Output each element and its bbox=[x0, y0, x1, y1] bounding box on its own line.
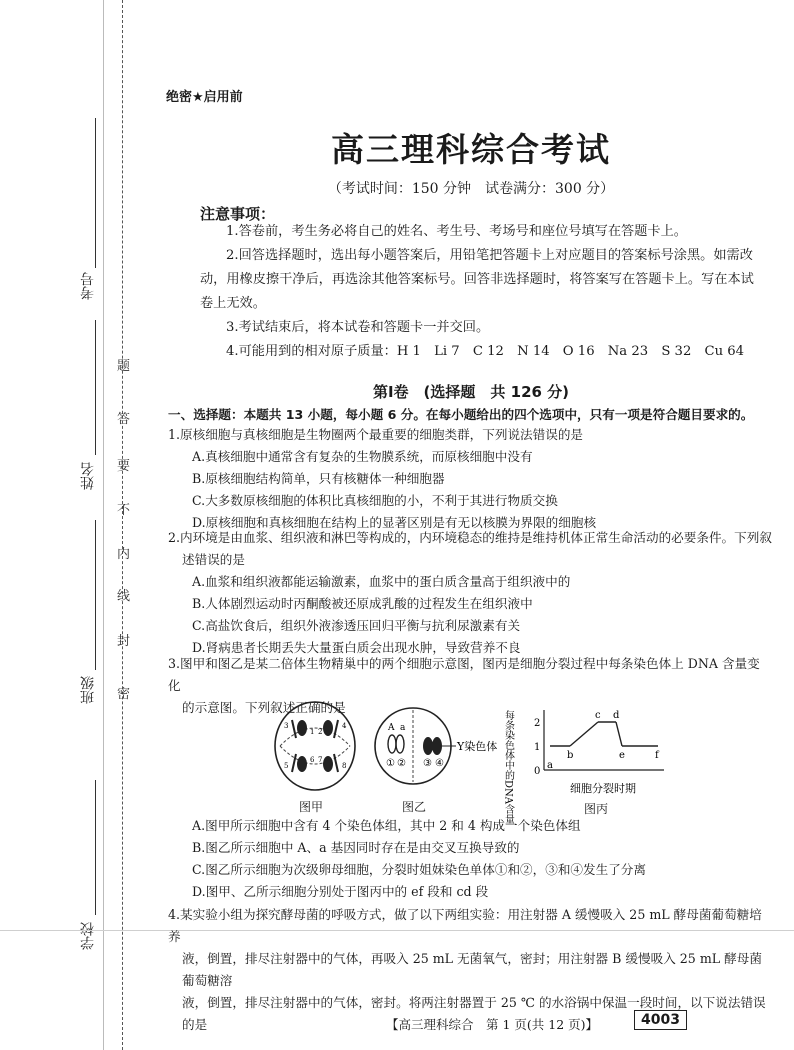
section-instruction: 一、选择题：本题共 13 小题，每小题 6 分。在每小题给出的四个选项中，只有一项是符合题目要求的。 bbox=[168, 407, 754, 422]
option-d: D.肾病患者长期丢失大量蛋白质会出现水肿，导致营养不良 bbox=[192, 640, 521, 655]
notice-item: 4.可能用到的相对原子质量：H 1 Li 7 C 12 N 14 O 16 Na 23 S 32 Cu 64 bbox=[226, 344, 745, 359]
y-tick-label: 2 bbox=[534, 718, 541, 729]
chromosome bbox=[297, 756, 307, 772]
question-stem-cont: 的示意图。下列叙述正确的是 bbox=[182, 700, 346, 715]
question-stem-cont: 述错误的是 bbox=[182, 552, 245, 567]
chromosome bbox=[323, 720, 333, 736]
question-stem: 2.内环境是由血浆、组织液和淋巴等构成的，内环境稳态的维持是维持机体正常生命活动的必要条件。下列叙 bbox=[168, 530, 772, 545]
y-chromosome-label: Y染色体 bbox=[457, 740, 498, 753]
y-axis-label: 每条染色体中的DNA含量 bbox=[502, 710, 514, 824]
school-field[interactable] bbox=[95, 780, 96, 915]
seal-char: 密 bbox=[117, 687, 131, 702]
seal-char: 要 bbox=[117, 459, 131, 474]
chromosome bbox=[334, 754, 338, 772]
option-b: B.图乙所示细胞中 A、a 基因同时存在是由交叉互换导致的 bbox=[192, 840, 520, 855]
chromosome-label: 4 bbox=[342, 722, 347, 730]
figure-bing-caption: 图丙 bbox=[584, 802, 609, 816]
spindle-lower bbox=[280, 746, 350, 764]
figure-jia bbox=[270, 698, 360, 798]
point-label: c bbox=[595, 710, 601, 721]
notice-item: 2.回答选择题时，选出每小题答案后，用铅笔把答题卡上对应题目的答案标号涂黑。如需改动，用橡皮擦干净后，再选涂其他答案标号。回答非选择题时，将答案写在答题卡上。写在本试卷上无效。 bbox=[200, 248, 754, 311]
chromosome-label: 8 bbox=[342, 762, 347, 770]
seal-char: 线 bbox=[117, 589, 131, 604]
figure-yi bbox=[368, 700, 508, 796]
page-footer: 【高三理科综合 第 1 页(共 12 页)】 bbox=[385, 1017, 598, 1032]
school-label: 学校 bbox=[80, 922, 96, 950]
binding-line bbox=[103, 0, 104, 1050]
seal-char: 答 bbox=[117, 412, 131, 427]
point-labels bbox=[547, 710, 660, 771]
point-label: a bbox=[547, 760, 553, 771]
chromatid bbox=[423, 737, 433, 755]
question-1 bbox=[168, 424, 772, 534]
class-label: 班级 bbox=[80, 676, 96, 704]
chromatid bbox=[396, 735, 404, 753]
chromatid-label-1: ① bbox=[386, 758, 395, 769]
notice-item: 1.答卷前，考生务必将自己的姓名、考生号、考场号和座位号填写在答题卡上。 bbox=[226, 224, 687, 239]
exam-number-field[interactable] bbox=[95, 118, 96, 268]
y-tick-label: 1 bbox=[534, 742, 541, 753]
chromosome-label: 3 bbox=[284, 722, 289, 730]
option-a: A.血浆和组织液都能运输激素，血浆中的蛋白质含量高于组织液中的 bbox=[192, 574, 571, 589]
spindle-upper bbox=[280, 728, 350, 746]
option-d: D.原核细胞和真核细胞在结构上的显著区别是有无以核膜为界限的细胞核 bbox=[192, 515, 597, 530]
chromatid-label-2: ② bbox=[397, 758, 406, 769]
name-field[interactable] bbox=[95, 320, 96, 455]
option-b: B.原核细胞结构简单，只有核糖体一种细胞器 bbox=[192, 471, 445, 486]
option-d: D.图甲、乙所示细胞分别处于图丙中的 ef 段和 cd 段 bbox=[192, 884, 489, 899]
question-stem: 4.某实验小组为探究酵母菌的呼吸方式，做了以下两组实验：用注射器 A 缓慢吸入 25 mL 酵母菌葡萄糖培养 bbox=[168, 907, 762, 944]
chromosome-label: 1 bbox=[310, 728, 315, 736]
question-3-options bbox=[168, 815, 772, 903]
chromosome-label: 7 bbox=[318, 756, 323, 764]
option-b: B.人体剧烈运动时丙酮酸被还原成乳酸的过程发生在组织液中 bbox=[192, 596, 533, 611]
option-a: A.图甲所示细胞中含有 4 个染色体组，其中 2 和 4 构成一个染色体组 bbox=[192, 818, 581, 833]
chromatid-label-3: ③ bbox=[423, 758, 432, 769]
class-field[interactable] bbox=[95, 520, 96, 670]
seal-char: 题 bbox=[117, 359, 131, 374]
seal-char: 不 bbox=[117, 503, 131, 518]
chromosome-label: 6 bbox=[310, 756, 315, 764]
x-axis-label: 细胞分裂时期 bbox=[570, 782, 636, 795]
cell-membrane bbox=[275, 702, 355, 790]
notice-item: 3.考试结束后，将本试卷和答题卡一并交回。 bbox=[226, 320, 490, 335]
question-2 bbox=[168, 527, 772, 659]
exam-subtitle: （考试时间：150 分钟 试卷满分：300 分） bbox=[327, 181, 615, 197]
question-stem: 1.原核细胞与真核细胞是生物圈两个最重要的细胞类群，下列说法错误的是 bbox=[168, 427, 584, 442]
chromatid-label-4: ④ bbox=[435, 758, 444, 769]
gene-label-a-upper: A bbox=[388, 723, 395, 733]
figure-jia-caption: 图甲 bbox=[299, 800, 324, 814]
chromatid bbox=[388, 735, 396, 753]
exam-number-label: 考号 bbox=[80, 272, 96, 300]
name-label: 姓名 bbox=[80, 462, 96, 490]
seal-dashed-line bbox=[122, 0, 123, 1050]
figure-yi-caption: 图乙 bbox=[402, 800, 427, 814]
y-tick-label: 0 bbox=[534, 766, 541, 777]
series-segment bbox=[616, 722, 622, 746]
option-c: C.图乙所示细胞为次级卵母细胞，分裂时姐妹染色单体①和②，③和④发生了分离 bbox=[192, 862, 646, 877]
option-a: A.真核细胞中通常含有复杂的生物膜系统，而原核细胞中没有 bbox=[192, 449, 533, 464]
question-stem-cont: 液，倒置，排尽注射器中的气体，再吸入 25 mL 无菌氧气，密封；用注射器 B 缓慢吸入 25 mL 酵母菌葡萄糖溶 bbox=[182, 951, 762, 988]
chromosome bbox=[323, 756, 333, 772]
chromosome-label: 2 bbox=[318, 728, 323, 736]
series-segment bbox=[570, 722, 598, 746]
gene-label-a-lower: a bbox=[400, 723, 406, 733]
paper-code: 4003 bbox=[634, 1010, 687, 1030]
dna-content-series bbox=[550, 722, 658, 746]
point-label: e bbox=[619, 750, 625, 761]
option-c: C.大多数原核细胞的体积比真核细胞的小，不利于其进行物质交换 bbox=[192, 493, 558, 508]
chromosome bbox=[334, 720, 338, 738]
point-label: f bbox=[655, 750, 659, 761]
question-stem: 3.图甲和图乙是某二倍体生物精巢中的两个细胞示意图，图丙是细胞分裂过程中每条染色体上 DNA 含量变化 bbox=[168, 656, 760, 693]
question-stem-cont: 液，倒置，排尽注射器中的气体，密封。将两注射器置于 25 ℃ 的水浴锅中保温一段时间，以下说法错误的是 bbox=[182, 995, 766, 1032]
seal-char: 内 bbox=[117, 547, 131, 562]
exam-title: 高三理科综合考试 bbox=[331, 130, 611, 169]
chromosome-label: 5 bbox=[284, 762, 289, 770]
chromosome bbox=[297, 720, 307, 736]
chromatid bbox=[432, 737, 442, 755]
option-c: C.高盐饮食后，组织外液渗透压回归平衡与抗利尿激素有关 bbox=[192, 618, 521, 633]
seal-char: 封 bbox=[117, 634, 131, 649]
confidential-mark: 绝密★启用前 bbox=[166, 90, 243, 105]
notice-list bbox=[200, 220, 760, 364]
point-label: b bbox=[567, 750, 574, 761]
point-label: d bbox=[613, 710, 620, 721]
section-title: 第Ⅰ卷 (选择题 共 126 分) bbox=[372, 383, 570, 401]
notice-heading: 注意事项： bbox=[200, 205, 276, 223]
